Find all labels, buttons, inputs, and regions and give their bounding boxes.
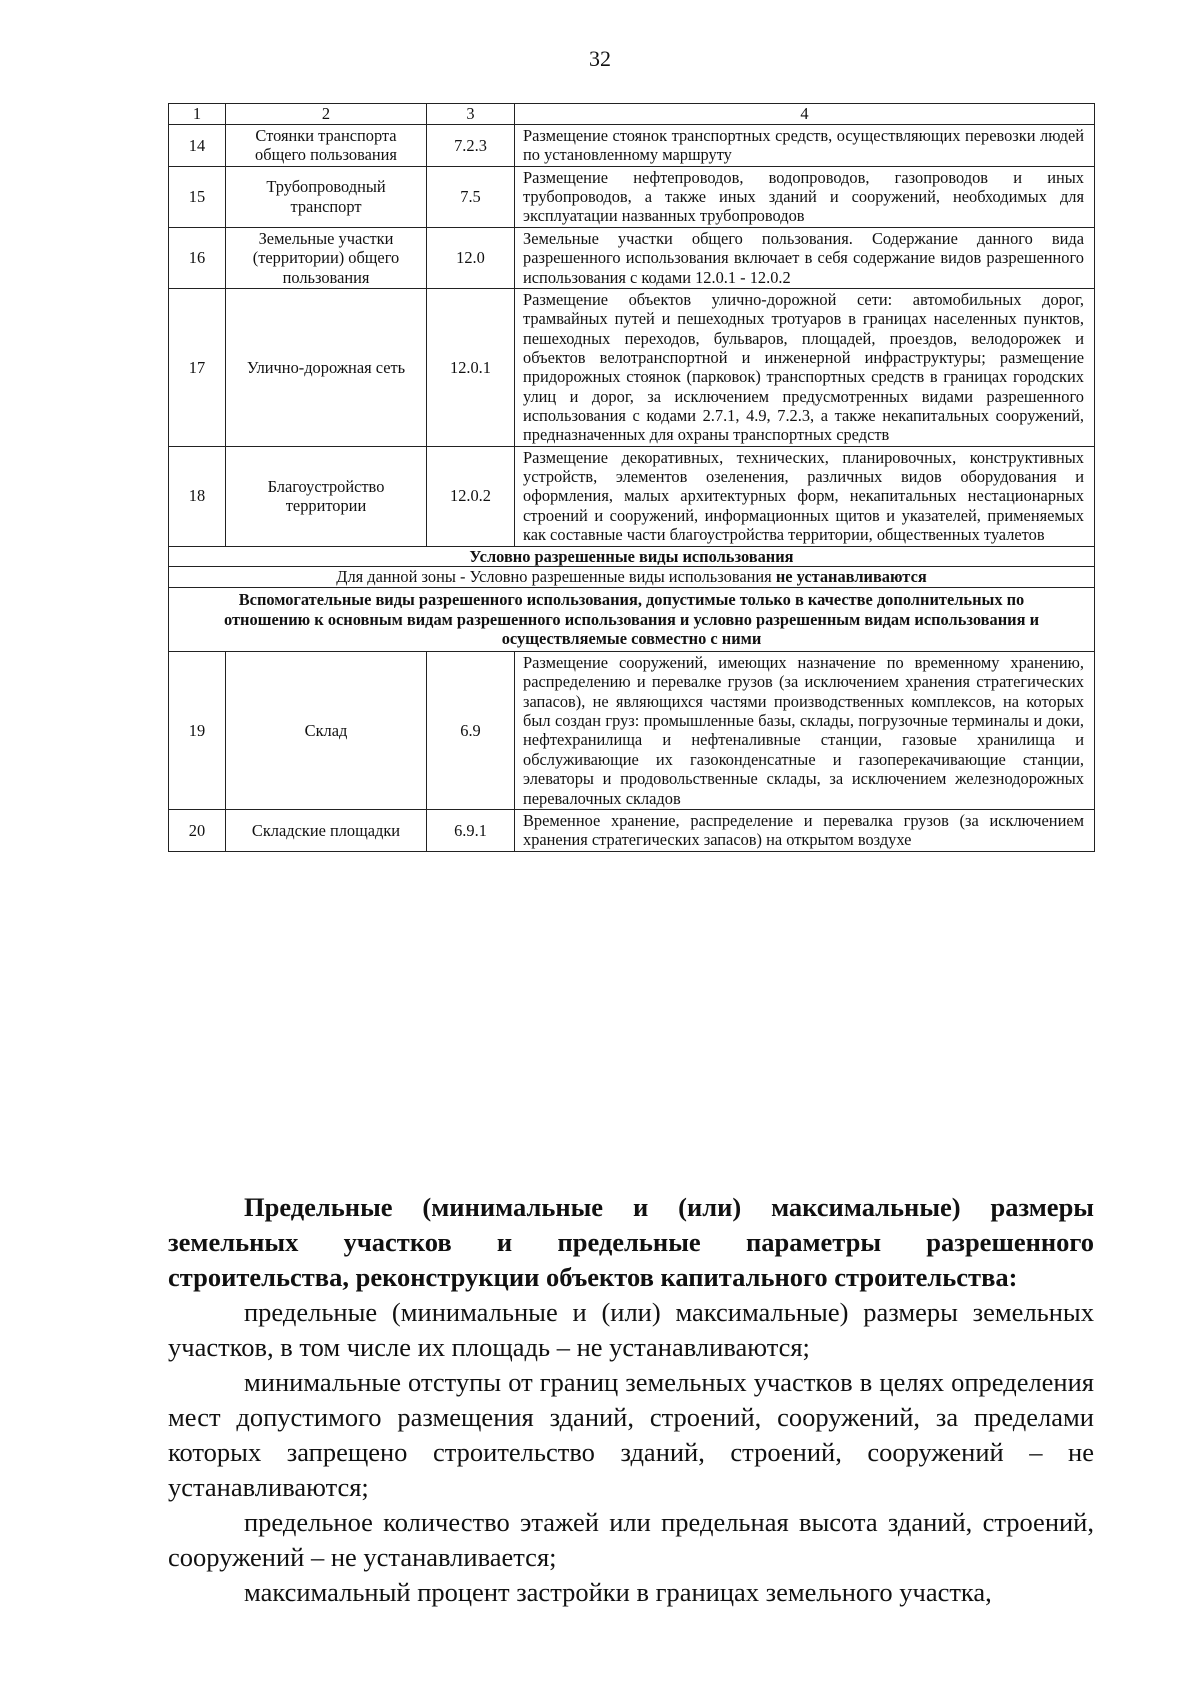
use-name: Трубопроводный транспорт (226, 166, 427, 227)
row-number: 16 (169, 227, 226, 288)
section-heading-line: строительства, реконструкции объектов капитального строительства: (168, 1262, 1018, 1292)
section-heading-line: земельных участков и предельные параметры разрешенного (168, 1227, 1094, 1257)
use-code: 12.0.1 (427, 288, 515, 446)
use-name: Складские площадки (226, 809, 427, 851)
paragraph: минимальные отступы от границ земельных участков в целях определения мест допустимого размещения зданий, строений, сооружений, за пределами которых запрещено строительство зданий, строений, сооружений – не устанавливаются; (168, 1367, 1094, 1502)
use-description: Размещение сооружений, имеющих назначение по временному хранению, распределению и перевалке грузов (за исключением хранения стратегических запасов), не являющихся частями производственных комплексов, на которых был создан груз: промышленные базы, склады, погрузочные терминалы и доки, нефтехранилища и нефтеналивные станции, газовые хранилища и обслуживающие их газоконденсатные и газоперекачивающие станции, элеваторы и продовольственные склады, за исключением железнодорожных перевалочных складов (515, 651, 1095, 809)
table-row (169, 446, 1095, 546)
use-code: 12.0 (427, 227, 515, 288)
use-description: Размещение стоянок транспортных средств, осуществляющих перевозки людей по установленному маршруту (515, 125, 1095, 167)
paragraph: максимальный процент застройки в границах земельного участка, (244, 1577, 992, 1607)
section-row-conditional (169, 546, 1095, 567)
paragraph: предельное количество этажей или предельная высота зданий, строений, сооружений – не устанавливается; (168, 1507, 1094, 1572)
row-number: 14 (169, 125, 226, 167)
header-cell: 4 (515, 104, 1095, 125)
row-number: 15 (169, 166, 226, 227)
conditional-note (169, 567, 1095, 588)
use-name: Склад (226, 651, 427, 809)
header-cell: 1 (169, 104, 226, 125)
conditional-note-bold: не устанавливаются (775, 567, 927, 587)
use-description: Земельные участки общего пользования. Содержание данного вида разрешенного использования включает в себя содержание видов разрешенного использования с кодами 12.0.1 - 12.0.2 (515, 227, 1095, 288)
use-code: 12.0.2 (427, 446, 515, 546)
use-code: 7.5 (427, 166, 515, 227)
table-row (169, 227, 1095, 288)
table-row (169, 651, 1095, 809)
land-use-table (168, 103, 1095, 852)
use-code: 7.2.3 (427, 125, 515, 167)
table-row (169, 166, 1095, 227)
row-number: 20 (169, 809, 226, 851)
use-code: 6.9 (427, 651, 515, 809)
row-number: 19 (169, 651, 226, 809)
use-name: Земельные участки (территории) общего пользования (226, 227, 427, 288)
page-number: 32 (589, 46, 611, 71)
section-heading-line: Предельные (минимальные и (или) максимальные) размеры (244, 1192, 1094, 1222)
section-row-auxiliary (169, 587, 1095, 651)
use-description: Размещение декоративных, технических, планировочных, конструктивных устройств, элементов озеленения, различных видов оборудования и оформления, малых архитектурных форм, некапитальных нестационарных строений и сооружений, информационных щитов и указателей, применяемых как составные части благоустройства территории, общественных туалетов (515, 446, 1095, 546)
row-number: 17 (169, 288, 226, 446)
table-row (169, 125, 1095, 167)
section-row-conditional-note (169, 567, 1095, 588)
row-number: 18 (169, 446, 226, 546)
table-header-row (169, 104, 1095, 125)
section-title-auxiliary: Вспомогательные виды разрешенного использования, допустимые только в качестве дополнительных по отношению к основным видам разрешенного использования и условно разрешенным видам использования и осуществляемые совместно с ними (169, 587, 1095, 651)
use-name: Стоянки транспорта общего пользования (226, 125, 427, 167)
use-description: Размещение объектов улично-дорожной сети: автомобильных дорог, трамвайных путей и пешеходных тротуаров в границах населенных пунктов, пешеходных переходов, бульваров, площадей, проездов, велодорожек и объектов велотранспортной и инженерной инфраструктуры; размещение придорожных стоянок (парковок) транспортных средств в границах городских улиц и дорог, за исключением предусмотренных видами разрешенного использования с кодами 2.7.1, 4.9, 7.2.3, а также некапитальных сооружений, предназначенных для охраны транспортных средств (515, 288, 1095, 446)
conditional-note-prefix: Для данной зоны - Условно разрешенные виды использования (336, 567, 776, 587)
use-name: Улично-дорожная сеть (226, 288, 427, 446)
header-cell: 3 (427, 104, 515, 125)
use-description: Временное хранение, распределение и перевалка грузов (за исключением хранения стратегических запасов) на открытом воздухе (515, 809, 1095, 851)
header-cell: 2 (226, 104, 427, 125)
use-description: Размещение нефтепроводов, водопроводов, газопроводов и иных трубопроводов, а также иных зданий и сооружений, необходимых для эксплуатации названных трубопроводов (515, 166, 1095, 227)
section-title-conditional: Условно разрешенные виды использования (169, 546, 1095, 567)
paragraph: предельные (минимальные и (или) максимальные) размеры земельных участков, в том числе их площадь – не устанавливаются; (168, 1297, 1094, 1362)
parameters-text (168, 1190, 1094, 1610)
table-row (169, 288, 1095, 446)
use-code: 6.9.1 (427, 809, 515, 851)
table-row (169, 809, 1095, 851)
use-name: Благоустройство территории (226, 446, 427, 546)
